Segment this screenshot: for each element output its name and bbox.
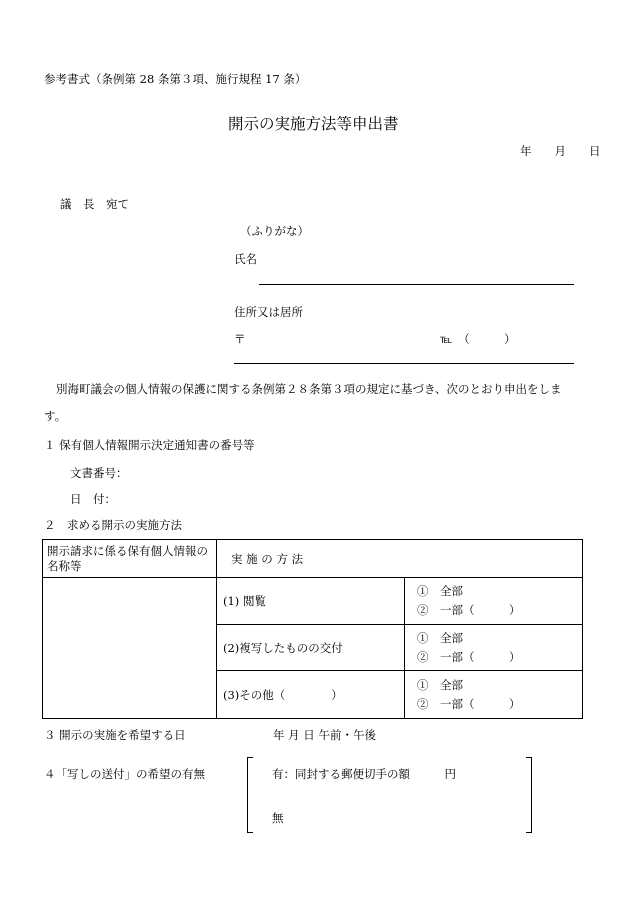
postal-delivery-yes[interactable]: 有：同封する郵便切手の額 円 (272, 767, 456, 781)
reference-format-note: 参考書式（条例第 28 条第３項、施行規程 17 条） (44, 72, 307, 86)
right-bracket (526, 757, 532, 833)
tel-label: ℡ （ ） (440, 332, 516, 346)
section2-heading: ２ 求める開示の実施方法 (44, 518, 182, 532)
option-full[interactable]: ① 全部 (417, 584, 463, 598)
method-label-inspection: (1) 閲覧 (217, 578, 405, 625)
date-line: 年 月 日 (520, 144, 601, 158)
table-header-info-name: 開示請求に係る保有個人情報の名称等 (43, 540, 217, 578)
option-partial[interactable]: ② 一部（ ） (417, 649, 521, 664)
method-options-inspection[interactable] (405, 578, 583, 625)
body-text-line1: 別海町議会の個人情報の保護に関する条例第２８条第３項の規定に基づき、次のとおり申出をしま (56, 382, 562, 396)
left-bracket (247, 757, 253, 833)
method-label-copy-delivery: (2)複写したものの交付 (217, 625, 405, 671)
option-partial[interactable]: ② 一部（ ） (417, 696, 521, 711)
info-name-cell[interactable] (43, 578, 217, 719)
postal-delivery-no[interactable]: 無 (272, 811, 284, 825)
document-number-label: 文書番号： (70, 466, 128, 480)
method-label-other: (3)その他（ ） (217, 671, 405, 719)
document-title: 開示の実施方法等申出書 (228, 115, 399, 133)
body-text-line2: す。 (44, 409, 67, 423)
method-options-other[interactable] (405, 671, 583, 719)
address-field[interactable] (234, 363, 574, 364)
name-label: 氏名 (234, 252, 257, 266)
address-label: 住所又は居所 (234, 305, 303, 319)
section3-heading: ３ 開示の実施を希望する日 (44, 728, 186, 742)
desired-date-value[interactable]: 年 月 日 午前・午後 (273, 728, 376, 742)
notice-date-label: 日 付： (70, 492, 116, 506)
option-full[interactable]: ① 全部 (417, 630, 463, 645)
table-header-method: 実 施 の 方 法 (217, 540, 583, 578)
addressee: 議 長 宛て (60, 197, 129, 211)
section4-heading: ４「写しの送付」の希望の有無 (44, 767, 205, 781)
furigana-label: （ふりがな） (240, 224, 309, 238)
postal-mark: 〒 (234, 332, 246, 346)
method-options-copy-delivery[interactable] (405, 625, 583, 671)
option-full[interactable]: ① 全部 (417, 677, 463, 692)
option-partial[interactable]: ② 一部（ ） (417, 603, 521, 617)
name-field[interactable] (259, 284, 574, 285)
disclosure-method-table (42, 539, 583, 719)
section1-heading: １ 保有個人情報開示決定通知書の番号等 (44, 438, 255, 452)
